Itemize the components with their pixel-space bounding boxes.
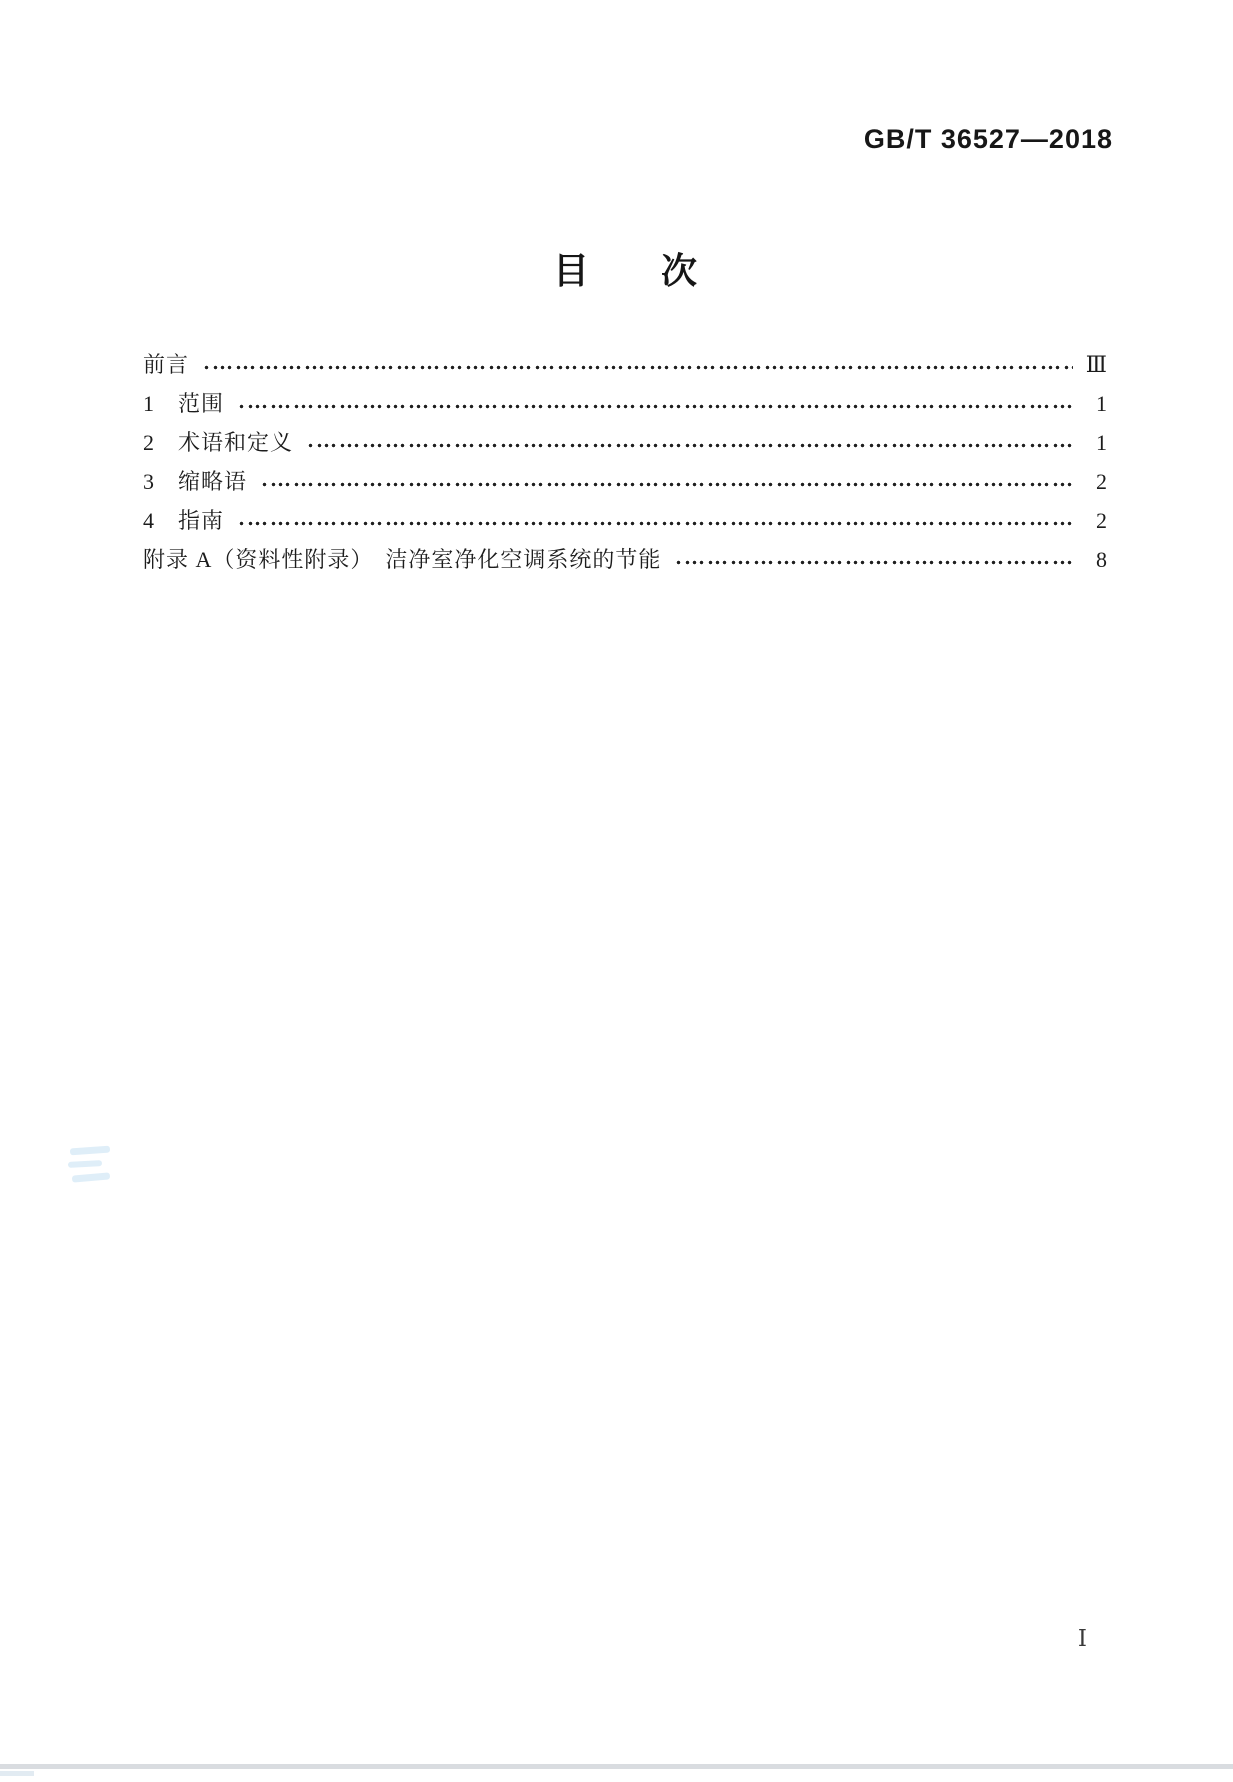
table-of-contents [143,352,1107,586]
toc-entry [143,430,1107,456]
toc-entry-page: 2 [1096,469,1107,494]
dot-leader [238,391,1073,417]
toc-entry-label: 缩略语 [178,469,248,494]
toc-entry-page: 8 [1096,547,1107,572]
dot-leader [675,547,1073,573]
dot-leader [307,430,1073,456]
toc-entry-number: 1 [143,391,154,416]
toc-entry-number: 2 [143,430,154,455]
toc-entry-label: 附录 A（资料性附录） 洁净室净化空调系统的节能 [143,547,662,572]
toc-entry-label: 范围 [178,391,225,416]
toc-entry-label: 前言 [143,352,190,377]
standard-number-header: GB/T 36527—2018 [863,124,1113,154]
toc-entry [143,391,1107,417]
scan-edge-line [0,1764,1233,1769]
toc-entry [143,508,1107,534]
scan-edge-corner [0,1771,34,1776]
toc-entry-label: 指南 [178,508,225,533]
dot-leader [203,352,1073,378]
toc-entry-number: 4 [143,508,154,533]
dot-leader [238,508,1073,534]
toc-entry-page: 1 [1096,391,1107,416]
toc-entry [143,469,1107,495]
scan-artifact-blue-smudge [68,1143,116,1187]
toc-entry-page: Ⅲ [1085,352,1107,377]
toc-entry-label: 术语和定义 [178,430,294,455]
toc-entry-number: 3 [143,469,154,494]
toc-entry-page: 2 [1096,508,1107,533]
page-title: 目 次 [552,250,697,291]
dot-leader [261,469,1073,495]
toc-entry-page: 1 [1096,430,1107,455]
toc-entry [143,547,1107,573]
page-number-folio: Ⅰ [1077,1626,1087,1651]
toc-entry [143,352,1107,378]
